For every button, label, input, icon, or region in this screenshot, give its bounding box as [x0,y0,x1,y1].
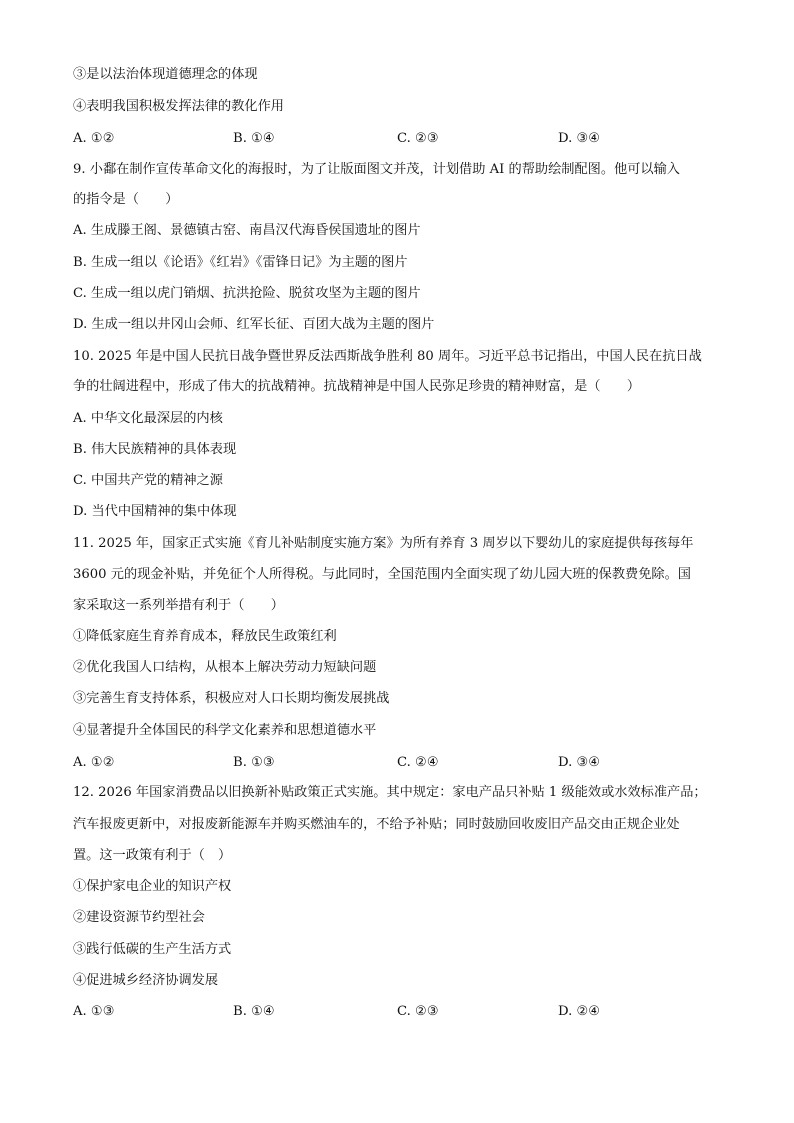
question-stem: 3600 元的现金补贴，并免征个人所得税。与此同时，全国范围内全面实现了幼儿园大班的保教费免除。国 [73,567,691,582]
option-c: C. 生成一组以虎门销烟、抗洪抢险、脱贫攻坚为主题的图片 [73,286,421,301]
statement-item: ④促进城乡经济协调发展 [73,973,219,988]
q12-options [73,1002,733,1022]
statement-item: ②优化我国人口结构，从根本上解决劳动力短缺问题 [73,660,377,675]
option-b: B. 生成一组以《论语》《红岩》《雷锋日记》为主题的图片 [73,255,408,270]
option-c: C. ②④ [397,755,439,770]
option-b: B. ①③ [233,755,275,770]
question-stem: 汽车报废更新中，对报废新能源车并购买燃油车的，不给予补贴；同时鼓励回收废旧产品交由正规企业处 [73,817,680,832]
option-a: A. ①③ [73,1004,115,1019]
statement-item: ②建设资源节约型社会 [73,910,205,925]
option-c: C. 中国共产党的精神之源 [73,473,223,488]
question-stem: 11. 2025 年，国家正式实施《育儿补贴制度实施方案》为所有养育 3 周岁以下婴幼儿的家庭提供每孩每年 [73,536,694,551]
option-d: D. 当代中国精神的集中体现 [73,504,237,519]
statement-item: ④显著提升全体国民的科学文化素养和思想道德水平 [73,723,377,738]
option-b: B. 伟大民族精神的具体表现 [73,442,237,457]
statement-item: ③是以法治体现道德理念的体现 [73,67,258,82]
question-stem: 家采取这一系列举措有利于（ ） [73,598,284,613]
question-stem: 的指令是（ ） [73,192,179,207]
option-c: C. ②③ [397,1004,439,1019]
option-a: A. ①② [73,755,115,770]
q11-options [73,753,733,773]
option-d: D. ③④ [558,755,601,770]
option-a: A. ①② [73,131,115,146]
question-stem: 9. 小鄱在制作宣传革命文化的海报时，为了让版面图文并茂，计划借助 AI 的帮助绘制配图。他可以输入 [73,162,680,177]
option-d: D. ③④ [558,131,601,146]
statement-item: ④表明我国积极发挥法律的教化作用 [73,99,284,114]
question-stem: 争的壮阔进程中，形成了伟大的抗战精神。抗战精神是中国人民弥足珍贵的精神财富，是（ ） [73,379,641,394]
statement-item: ①保护家电企业的知识产权 [73,879,232,894]
q8-options [73,129,733,149]
statement-item: ③践行低碳的生产生活方式 [73,942,232,957]
option-d: D. 生成一组以井冈山会师、红军长征、百团大战为主题的图片 [73,317,435,332]
statement-item: ③完善生育支持体系，积极应对人口长期均衡发展挑战 [73,691,390,706]
question-stem: 12. 2026 年国家消费品以旧换新补贴政策正式实施。其中规定：家电产品只补贴 1 级能效或水效标准产品； [73,785,707,800]
option-a: A. 生成滕王阁、景德镇古窑、南昌汉代海昏侯国遗址的图片 [73,223,421,238]
question-stem: 10. 2025 年是中国人民抗日战争暨世界反法西斯战争胜利 80 周年。习近平总书记指出，中国人民在抗日战 [73,349,702,364]
option-a: A. 中华文化最深层的内核 [73,411,223,426]
statement-item: ①降低家庭生育养育成本，释放民生政策红利 [73,629,337,644]
option-d: D. ②④ [558,1004,601,1019]
option-c: C. ②③ [397,131,439,146]
option-b: B. ①④ [233,131,275,146]
option-b: B. ①④ [233,1004,275,1019]
question-stem: 置。这一政策有利于（ ） [73,848,232,863]
